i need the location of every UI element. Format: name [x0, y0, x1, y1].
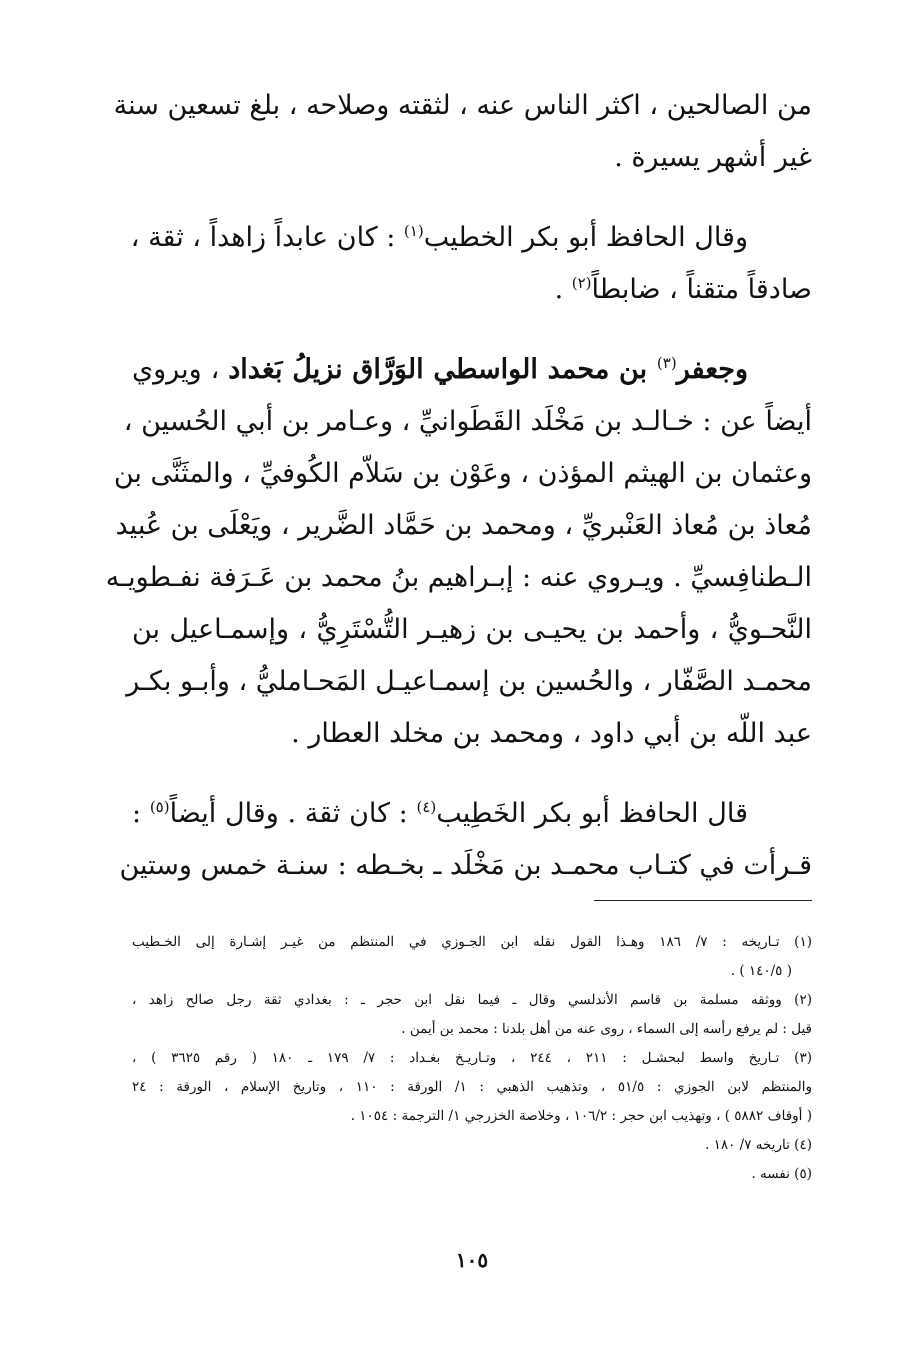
footnote-ref-3: (٣): [656, 354, 677, 372]
page-number: ١٠٥: [455, 1248, 489, 1272]
text-line: [132, 788, 812, 840]
paragraph-1: [113, 80, 812, 184]
footnote-1: [132, 928, 812, 986]
paragraph-4: [119, 788, 812, 892]
footnote-separator: [594, 900, 812, 901]
text-line: [132, 212, 812, 264]
text-run: :: [132, 798, 150, 829]
footnote-line: والمنتظم لابن الجوزي : ٥١/٥ ، وتذهيب الذهبي : ١/ الورقة : ١١٠ ، وتاريخ الإسلام ، الورقة : ٢٤: [132, 1079, 812, 1095]
text-line: مُعاذ بن مُعاذ العَنْبريِّ ، ومحمد بن حَمَّاد الضَّرير ، ويَعْلَى بن عُبيد: [115, 510, 812, 541]
footnote-5: [132, 1160, 812, 1189]
text-run: صادقاً متقناً ، ضابطاً: [591, 274, 812, 305]
text-line: النَّحـويُّ ، وأحمد بن يحيـى بن زهيـر التُّسْتَرِيُّ ، وإسمـاعيل بن: [132, 614, 812, 645]
text-run: ، ويروي: [132, 354, 229, 385]
footnote-ref-4: (٤): [416, 798, 437, 816]
footnote-line: (٥) نفسه .: [751, 1166, 812, 1182]
footnote-line: قيل : لم يرفع رأسه إلى السماء ، روى عنه من أهل بلدنا : محمد بن أيمن .: [401, 1021, 812, 1037]
text-line: [132, 264, 812, 316]
text-run: قال الحافظ أبو بكر الخَطِيب: [436, 798, 748, 829]
text-run: : كان عابداً زاهداً ، ثقة ،: [130, 222, 404, 253]
footnote-ref-2: (٢): [571, 274, 592, 292]
text-run: : كان ثقة . وقال أيضاً: [169, 798, 417, 829]
footnote-line: (١) تـاريخه : ٧/ ١٨٦ وهـذا القول نقله ابن الجـوزي في المنتظم من غيـر إشـارة إلى الخـطيب: [132, 934, 812, 950]
paragraph-2: [132, 212, 812, 316]
main-text: [105, 80, 812, 892]
text-line: غير أشهر يسيرة .: [614, 142, 812, 173]
book-page: [105, 0, 812, 1348]
text-line: وعثمان بن الهيثم المؤذن ، وعَوْن بن سَلاّم الكُوفيِّ ، والمثَنَّى بن: [113, 458, 812, 489]
text-run: .: [554, 274, 572, 305]
paragraph-3: [105, 344, 812, 760]
text-line: [132, 344, 812, 396]
entry-name: وجعفر: [676, 354, 748, 385]
footnote-line: (٣) تـاريخ واسط لبحشـل : ٢١١ ، ٢٤٤ ، وتـاريـخ بغـداد : ٧/ ١٧٩ ـ ١٨٠ ( رقم ٣٦٢٥ ) ،: [132, 1050, 812, 1066]
text-line: عبد اللّه بن أبي داود ، ومحمد بن مخلد العطار .: [291, 718, 812, 749]
text-line: محمـد الصَّفّار ، والحُسين بن إسمـاعيـل المَحـامليُّ ، وأبـو بكـر: [126, 666, 812, 697]
text-line: قـرأت في كتـاب محمـد بن مَخْلَد ـ بخـطه : سنـة خمس وستين: [119, 850, 812, 881]
footnote-line: ( ١٤٠/٥ ) .: [730, 963, 792, 979]
footnote-line: (٤) تاريخه ٧/ ١٨٠ .: [705, 1137, 812, 1153]
footnote-line: ( أوقاف ٥٨٨٢ ) ، وتهذيب ابن حجر : ١٠٦/٢ ، وخلاصة الخزرجي ١/ الترجمة : ١٠٥٤ .: [350, 1108, 812, 1124]
footnote-4: [132, 1131, 812, 1160]
entry-name: بن محمد الواسطي الوَرَّاق نزيلُ بَغداد: [228, 354, 657, 385]
footnote-2: [132, 986, 812, 1044]
footnotes: [132, 928, 812, 1189]
text-line: الـطنافِسيِّ . ويـروي عنه : إبـراهيم بنُ محمد بن عَـرَفة نفـطويـه: [105, 562, 812, 593]
text-line: أيضاً عن : خـالـد بن مَخْلَد القَطَوانيِّ ، وعـامر بن أبي الحُسين ،: [123, 406, 812, 437]
footnote-ref-5: (٥): [149, 798, 170, 816]
footnote-line: (٢) ووثقه مسلمة بن قاسم الأندلسي وقال ـ فيما نقل ابن حجر ـ : بغدادي ثقة رجل صالح زاهد ،: [132, 992, 812, 1008]
footnote-3: [132, 1044, 812, 1131]
footnote-ref-1: (١): [403, 222, 424, 240]
text-run: وقال الحافظ أبو بكر الخطيب: [423, 222, 748, 253]
text-line: من الصالحين ، اكثر الناس عنه ، لثقته وصلاحه ، بلغ تسعين سنة: [113, 90, 812, 121]
